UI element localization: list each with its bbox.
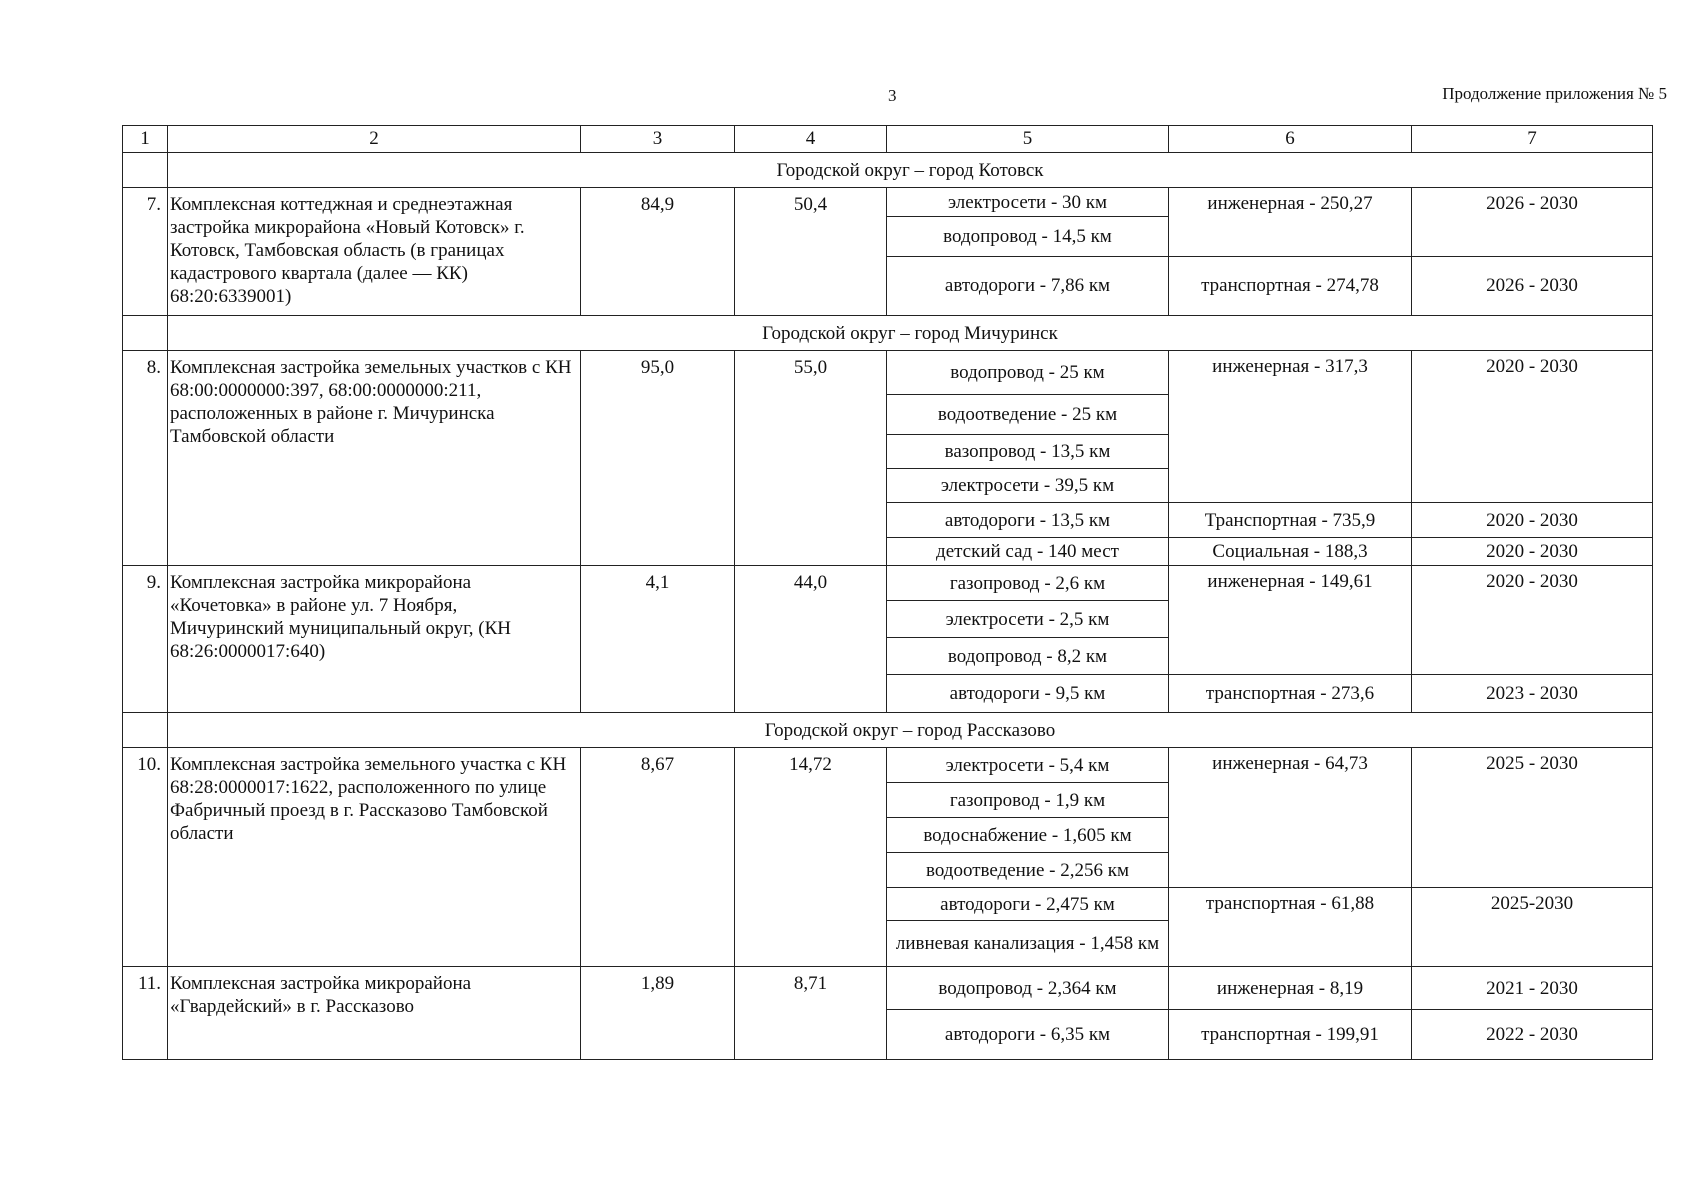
object-item: автодороги - 2,475 км <box>887 887 1168 920</box>
infra-item: Социальная - 188,3 <box>1169 537 1411 565</box>
period-item: 2021 - 2030 <box>1486 977 1578 999</box>
object-item: водопровод - 8,2 км <box>887 637 1168 674</box>
value-col3: 8,67 <box>581 748 735 967</box>
object-item: водоотведение - 2,256 км <box>887 852 1168 887</box>
column-number: 1 <box>123 126 168 153</box>
period-item: 2026 - 2030 <box>1412 256 1652 314</box>
object-item: водопровод - 14,5 км <box>887 216 1168 256</box>
object-item: газопровод - 1,9 км <box>887 782 1168 817</box>
infra-item: транспортная - 61,88 <box>1169 887 1411 966</box>
project-name: Комплексная застройка земельного участка с КН 68:28:0000017:1622, расположенного по улице Фабричный проезд в г. Рассказово Тамбовской области <box>168 748 581 967</box>
projects-table <box>122 125 1653 1060</box>
section-title: Городской округ – город Рассказово <box>168 713 1653 748</box>
infra-item: инженерная - 250,27 <box>1207 193 1373 214</box>
period-item: 2025 - 2030 <box>1486 753 1578 774</box>
object-item: электросети - 2,5 км <box>887 600 1168 637</box>
project-name: Комплексная застройка микрорайона «Кочетовка» в районе ул. 7 Ноября, Мичуринский муниципальный округ, (КН 68:26:0000017:640) <box>168 566 581 713</box>
period-item: 2025-2030 <box>1412 887 1652 966</box>
column-number: 3 <box>581 126 735 153</box>
value-col3: 1,89 <box>581 967 735 1060</box>
period-item: 2026 - 2030 <box>1486 193 1578 214</box>
section-title: Городской округ – город Мичуринск <box>168 316 1653 351</box>
row-number: 8. <box>123 351 168 566</box>
period-item: 2020 - 2030 <box>1412 502 1652 537</box>
project-name: Комплексная застройка микрорайона «Гвардейский» в г. Рассказово <box>168 967 581 1060</box>
object-item: электросети - 39,5 км <box>887 468 1168 502</box>
period-item: 2020 - 2030 <box>1486 356 1578 377</box>
project-name: Комплексная застройка земельных участков с КН 68:00:0000000:397, 68:00:0000000:211, расположенных в районе г. Мичуринска Тамбовской области <box>168 351 581 566</box>
section-row <box>123 713 1653 748</box>
row-number: 7. <box>123 188 168 316</box>
object-item: вазопровод - 13,5 км <box>887 434 1168 468</box>
project-name: Комплексная коттеджная и среднеэтажная застройка микрорайона «Новый Котовск» г. Котовск, Тамбовская область (в границах кадастрового квартала (далее — КК) 68:20:6339001) <box>168 188 581 316</box>
value-col4: 50,4 <box>735 188 887 316</box>
infra-item: инженерная - 149,61 <box>1207 571 1373 592</box>
object-item: автодороги - 9,5 км <box>887 674 1168 712</box>
row-number: 11. <box>123 967 168 1060</box>
infra-item: инженерная - 64,73 <box>1212 753 1368 774</box>
object-item: водопровод - 2,364 км <box>938 977 1117 999</box>
section-row <box>123 153 1653 188</box>
column-number: 4 <box>735 126 887 153</box>
column-number: 6 <box>1169 126 1412 153</box>
running-title: Продолжение приложения № 5 <box>1442 84 1667 103</box>
column-number-row <box>123 126 1653 153</box>
object-item: водоотведение - 25 км <box>887 394 1168 434</box>
section-title: Городской округ – город Котовск <box>168 153 1653 188</box>
page-number: 3 <box>888 86 897 105</box>
table-row <box>123 351 1653 566</box>
section-row <box>123 316 1653 351</box>
row-number: 9. <box>123 566 168 713</box>
table-row <box>123 748 1653 967</box>
infra-item: транспортная - 274,78 <box>1169 256 1411 314</box>
infra-item: транспортная - 273,6 <box>1169 674 1411 712</box>
table-row <box>123 566 1653 713</box>
object-item: ливневая канализация - 1,458 км <box>887 920 1168 966</box>
object-item: газопровод - 2,6 км <box>949 572 1106 594</box>
object-item: водопровод - 25 км <box>950 362 1105 383</box>
column-number: 2 <box>168 126 581 153</box>
value-col3: 95,0 <box>581 351 735 566</box>
object-item: автодороги - 6,35 км <box>887 1009 1168 1059</box>
period-item: 2020 - 2030 <box>1486 571 1578 592</box>
column-number: 5 <box>887 126 1169 153</box>
period-item: 2022 - 2030 <box>1412 1009 1652 1059</box>
value-col4: 8,71 <box>735 967 887 1060</box>
object-item: автодороги - 7,86 км <box>887 256 1168 314</box>
infra-item: инженерная - 317,3 <box>1212 356 1368 377</box>
value-col4: 55,0 <box>735 351 887 566</box>
row-number: 10. <box>123 748 168 967</box>
object-item: детский сад - 140 мест <box>887 537 1168 565</box>
object-item: водоснабжение - 1,605 км <box>887 817 1168 852</box>
object-item: электросети - 5,4 км <box>945 754 1110 776</box>
infra-item: инженерная - 8,19 <box>1216 977 1364 999</box>
value-col4: 44,0 <box>735 566 887 713</box>
value-col3: 84,9 <box>581 188 735 316</box>
period-item: 2020 - 2030 <box>1412 537 1652 565</box>
period-item: 2023 - 2030 <box>1412 674 1652 712</box>
value-col3: 4,1 <box>581 566 735 713</box>
object-item: электросети - 30 км <box>947 191 1108 213</box>
infra-item: Транспортная - 735,9 <box>1169 502 1411 537</box>
column-number: 7 <box>1412 126 1653 153</box>
table-row <box>123 188 1653 316</box>
object-item: автодороги - 13,5 км <box>887 502 1168 537</box>
infra-item: транспортная - 199,91 <box>1169 1009 1411 1059</box>
table-row <box>123 967 1653 1060</box>
value-col4: 14,72 <box>735 748 887 967</box>
